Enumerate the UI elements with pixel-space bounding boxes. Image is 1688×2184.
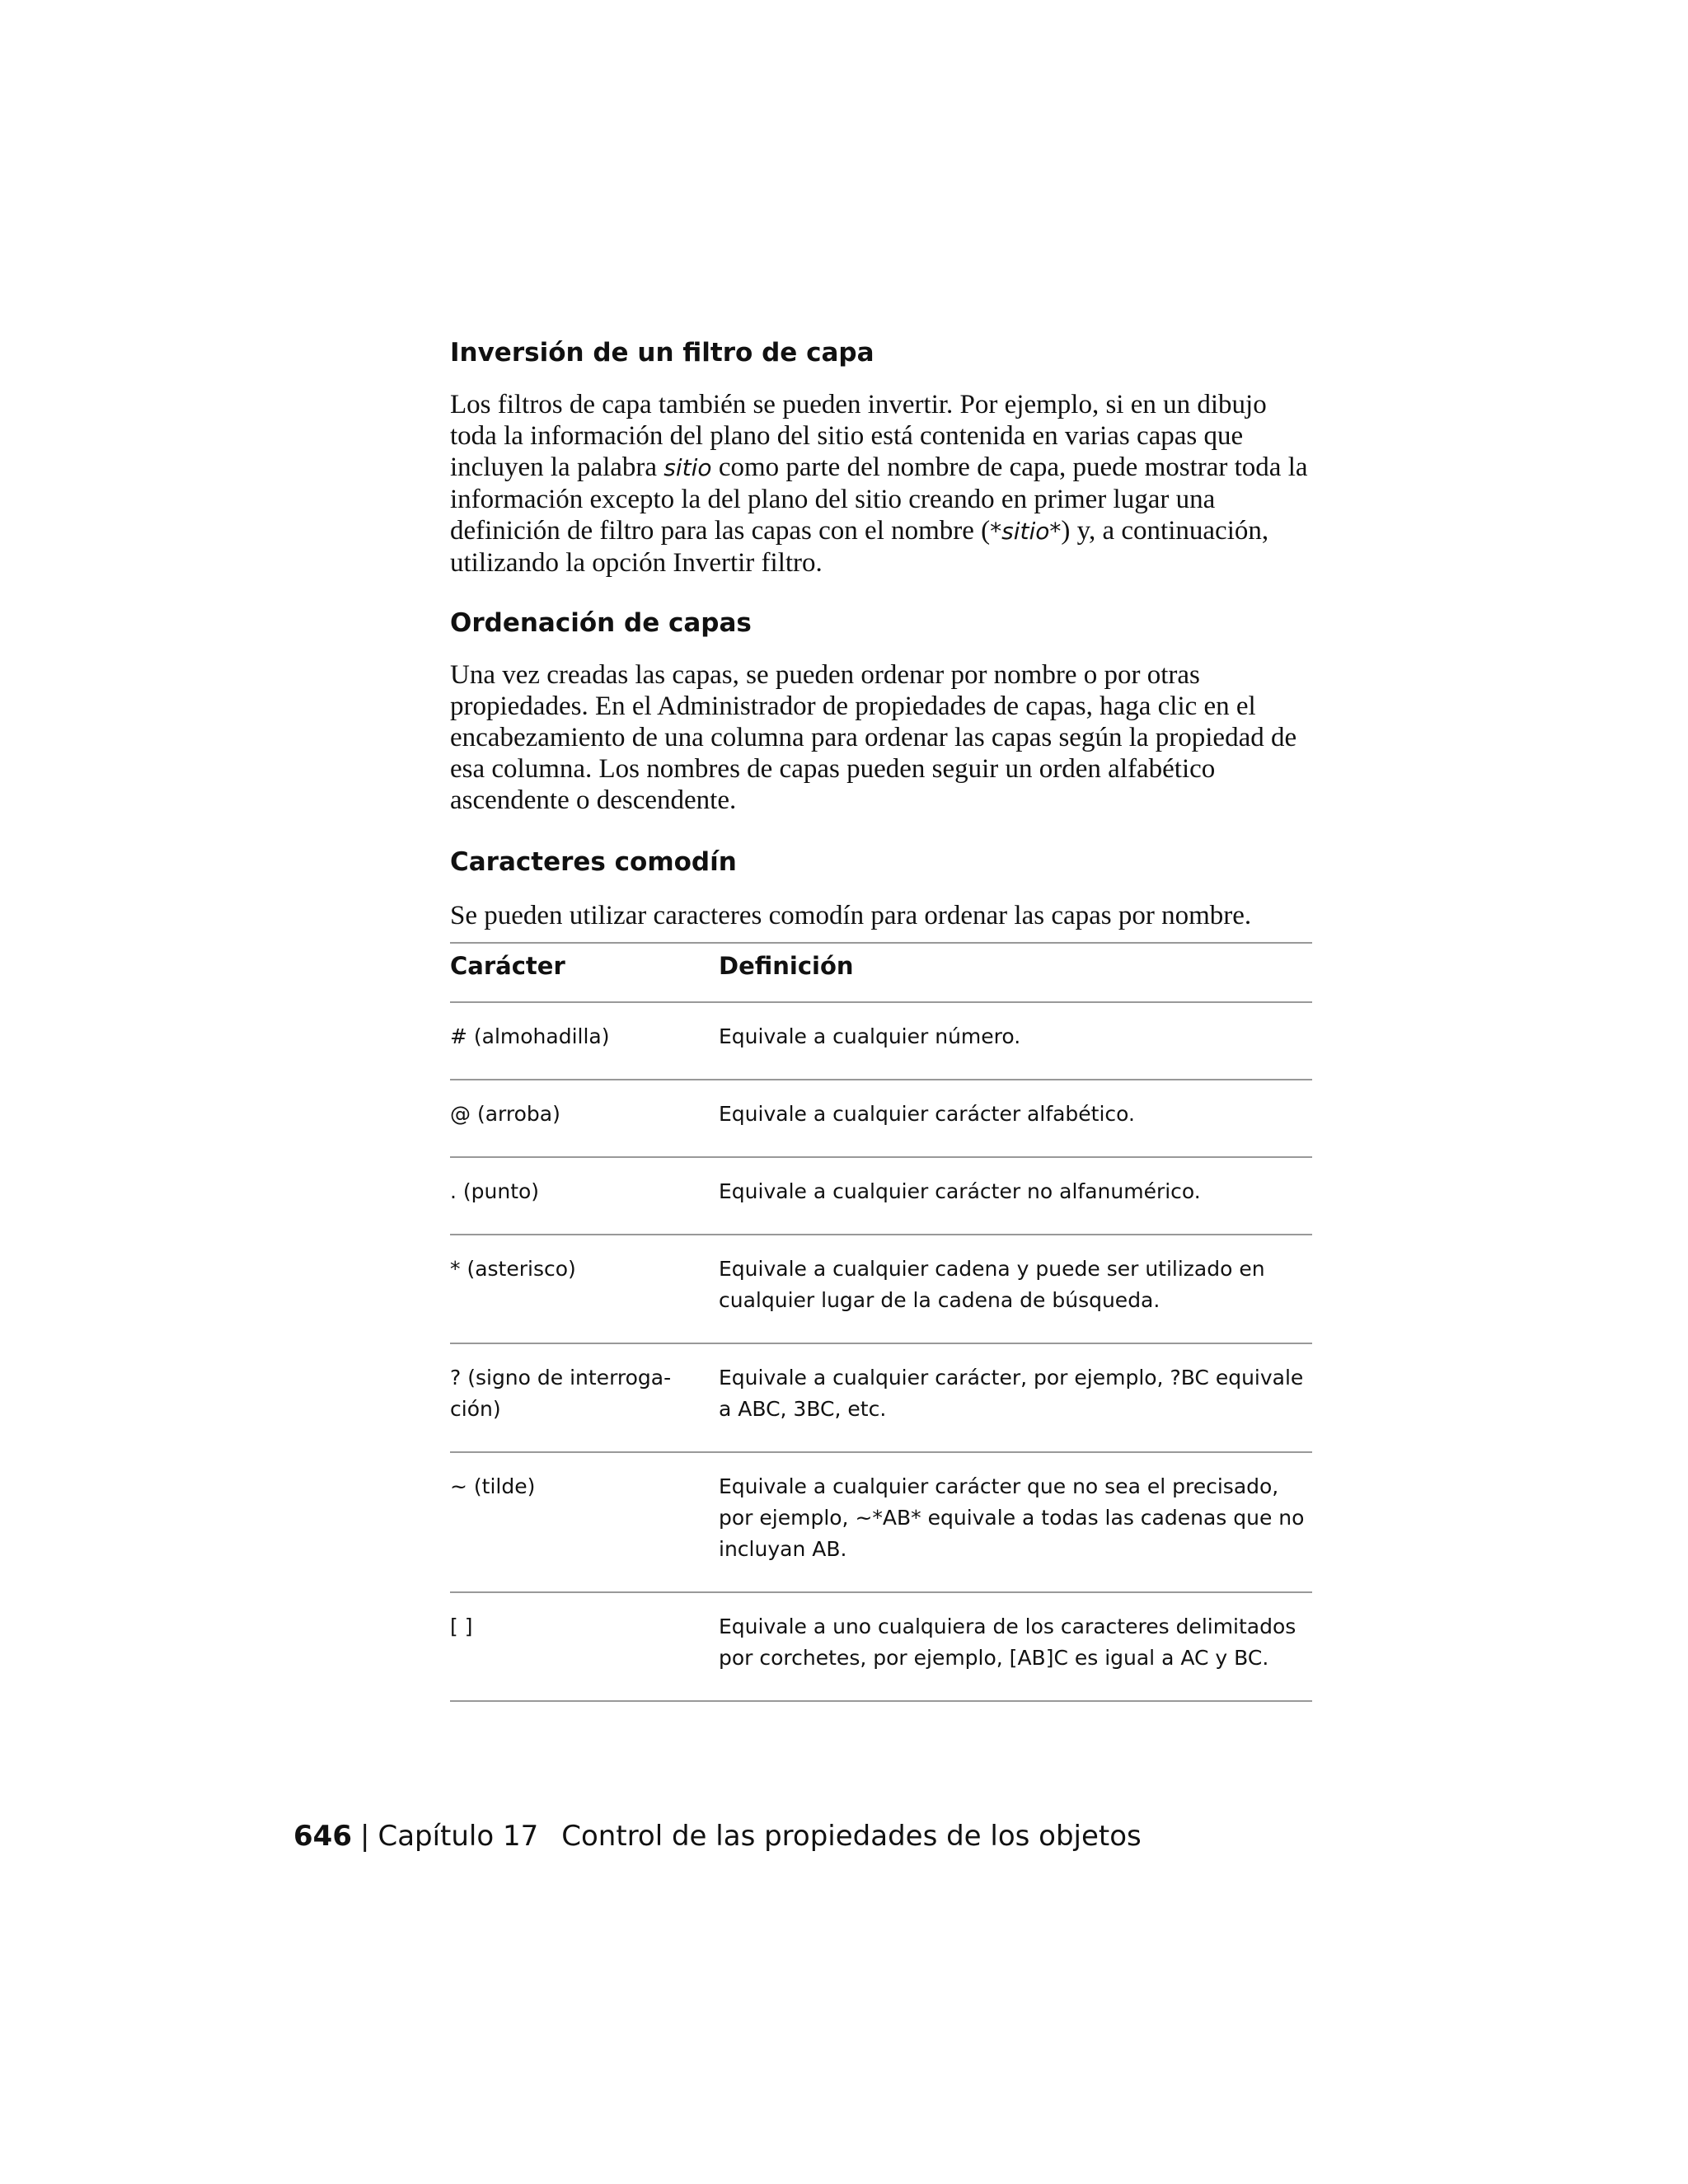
table-cell-definition: Equivale a cualquier carácter no alfanumérico. <box>719 1157 1312 1235</box>
table-cell-character: @ (arroba) <box>450 1080 719 1157</box>
table-cell-character: * (asterisco) <box>450 1235 719 1343</box>
wildcard-table <box>450 942 1312 1702</box>
page-footer <box>293 1818 1142 1854</box>
italic-term: *sitio* <box>990 518 1062 545</box>
chapter-title: Control de las propiedades de los objetos <box>561 1820 1142 1853</box>
italic-term: sitio <box>663 454 712 481</box>
column-header-caracter: Carácter <box>450 943 719 1002</box>
table-cell-definition: Equivale a cualquier número. <box>719 1002 1312 1080</box>
section-heading-ordenacion: Ordenación de capas <box>450 608 752 638</box>
column-header-definicion: Definición <box>719 943 1312 1002</box>
page-content <box>450 335 1312 1702</box>
section-heading-comodin: Caracteres comodín <box>450 847 737 877</box>
table-cell-character: ? (signo de interroga-ción) <box>450 1343 719 1452</box>
table-row <box>450 1080 1312 1157</box>
table-cell-definition: Equivale a cualquier cadena y puede ser utilizado en cualquier lugar de la cadena de búsqueda. <box>719 1235 1312 1343</box>
page-number: 646 <box>293 1820 352 1853</box>
table-row <box>450 1002 1312 1080</box>
table-cell-character: . (punto) <box>450 1157 719 1235</box>
table-row <box>450 1157 1312 1235</box>
paragraph-inversion <box>450 389 1312 579</box>
table-cell-character: # (almohadilla) <box>450 1002 719 1080</box>
table-cell-definition: Equivale a uno cualquiera de los caracteres delimitados por corchetes, por ejemplo, [AB]C es igual a AC y BC. <box>719 1592 1312 1701</box>
table-cell-character: ~ (tilde) <box>450 1452 719 1592</box>
table-row <box>450 1452 1312 1592</box>
table-cell-definition: Equivale a cualquier carácter, por ejemplo, ?BC equivale a ABC, 3BC, etc. <box>719 1343 1312 1452</box>
paragraph-text: como parte del nombre de capa, puede mostrar toda la información excepto la del plano del sitio creando en primer lugar una definición de filtro para las capas con el nombre ( <box>450 452 1308 546</box>
table-header-row <box>450 943 1312 1002</box>
table-row <box>450 1592 1312 1701</box>
table-cell-character: [ ] <box>450 1592 719 1701</box>
paragraph-ordenacion: Una vez creadas las capas, se pueden ordenar por nombre o por otras propiedades. En el Administrador de propiedades de capas, haga clic en el encabezamiento de una columna para ordenar las capas según la propiedad de esa columna. Los nombres de capas pueden seguir un orden alfabético ascendente o descendente. <box>450 660 1297 815</box>
section-heading-inversion: Inversión de un filtro de capa <box>450 338 874 368</box>
chapter-label: Capítulo 17 <box>377 1820 539 1853</box>
table-cell-definition: Equivale a cualquier carácter alfabético. <box>719 1080 1312 1157</box>
table-row <box>450 1235 1312 1343</box>
table-cell-definition: Equivale a cualquier carácter que no sea el precisado, por ejemplo, ~*AB* equivale a todas las cadenas que no incluyan AB. <box>719 1452 1312 1592</box>
paragraph-text: Los filtros de capa también se pueden invertir. Por ejemplo, si en un dibujo toda la información del plano del sitio está contenida en varias capas que incluyen la palabra <box>450 390 1267 482</box>
paragraph-comodin: Se pueden utilizar caracteres comodín para ordenar las capas por nombre. <box>450 901 1252 930</box>
table-row <box>450 1343 1312 1452</box>
footer-separator: | <box>359 1820 370 1853</box>
paragraph-text: ) y, a continuación, utilizando la opción Invertir filtro. <box>450 516 1269 578</box>
